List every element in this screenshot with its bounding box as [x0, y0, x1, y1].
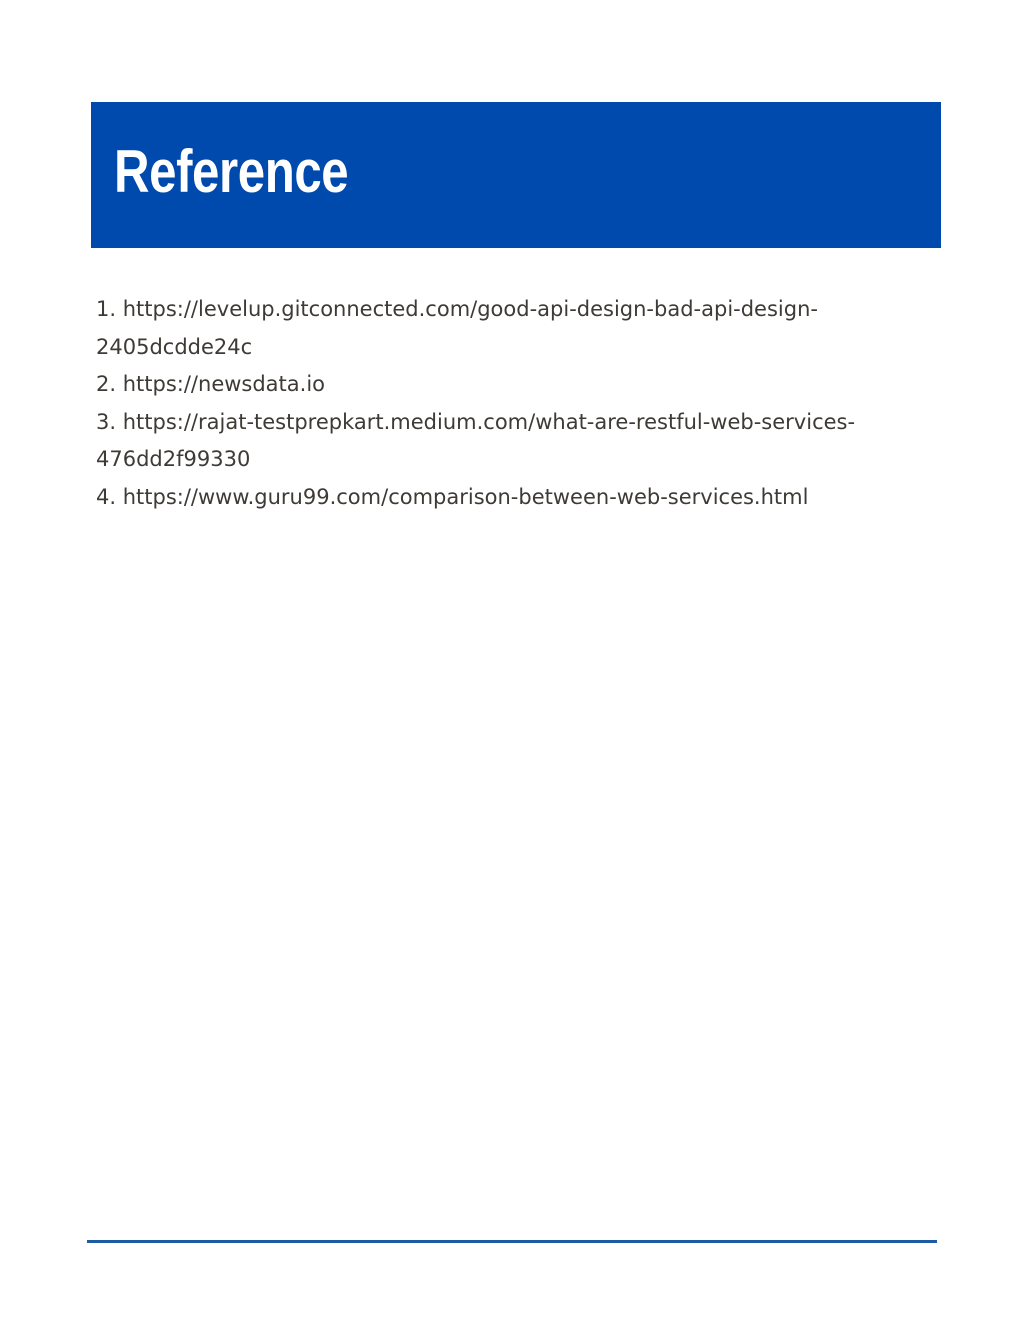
footer-divider	[87, 1240, 937, 1243]
reference-list	[96, 291, 916, 516]
reference-link-3-continued[interactable]: 476dd2f99330	[96, 447, 251, 471]
reference-link-1[interactable]: https://levelup.gitconnected.com/good-api-design-bad-api-design-	[122, 297, 818, 321]
reference-number-4: 4.	[96, 484, 117, 509]
reference-number-3: 3.	[96, 409, 117, 434]
reference-item-2	[96, 366, 916, 404]
reference-link-3[interactable]: https://rajat-testprepkart.medium.com/what-are-restful-web-services-	[122, 409, 856, 434]
reference-item-1	[96, 291, 916, 366]
reference-number-2: 2.	[96, 372, 117, 396]
reference-item-3	[96, 404, 916, 479]
reference-number-1: 1.	[96, 297, 117, 321]
reference-link-4[interactable]: https://www.guru99.com/comparison-between-web-services.html	[122, 484, 809, 509]
reference-link-2[interactable]: https://newsdata.io	[122, 372, 326, 396]
reference-link-1-continued[interactable]: 2405dcdde24c	[96, 334, 253, 359]
page-title: Reference	[114, 138, 349, 205]
reference-item-4	[96, 479, 916, 517]
